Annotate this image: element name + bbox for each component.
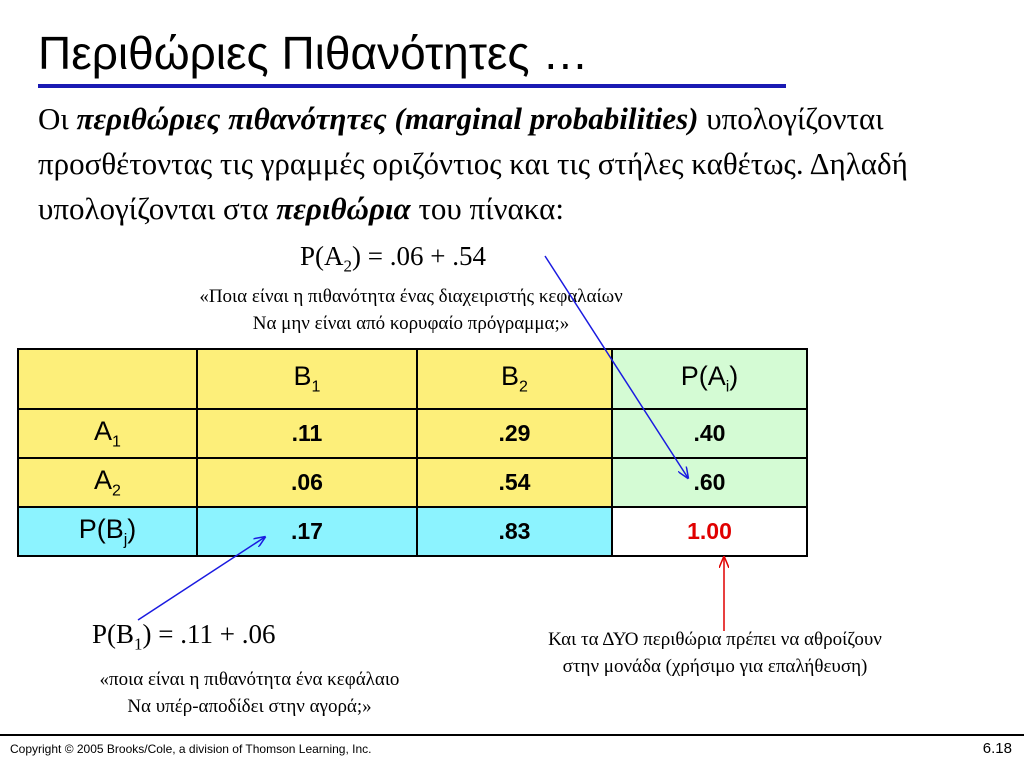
footer-divider (0, 734, 1024, 736)
header-p-ai-main: P(A (680, 361, 726, 392)
arrow-to-p-b1 (138, 537, 265, 620)
row-label-pbj-tail: ) (127, 513, 137, 544)
formula-p-b1-lhs: P(B (92, 619, 135, 649)
header-b2-sub: 2 (519, 378, 528, 396)
slide-number: 6.18 (982, 740, 1012, 757)
body-emphasis-margins: περιθώρια (276, 191, 411, 226)
note-top-line2: Να μην είναι από κορυφαίο πρόγραμμα;» (252, 313, 570, 334)
note-bottom-right-line2: στην μονάδα (χρήσιμο για επαλήθευση) (562, 656, 868, 677)
header-b2-main: B (501, 361, 520, 392)
note-bottom-left-line1: «ποια είναι η πιθανότητα ένα κεφάλαιο (99, 669, 400, 690)
formula-p-a2-lhs: P(A (300, 241, 344, 271)
cell-a1-b2: .29 (417, 409, 612, 458)
formula-p-a2-rhs: ) = .06 + .54 (352, 241, 486, 271)
formula-p-b1-sub: 1 (134, 634, 143, 654)
header-p-ai-sub: i (725, 378, 730, 396)
arrow-to-p-a2 (545, 256, 688, 478)
cell-grand-total: 1.00 (612, 507, 807, 556)
cell-p-b1: .17 (197, 507, 417, 556)
row-label-a1-main: A (94, 415, 113, 446)
row-label-a2-main: A (94, 464, 113, 495)
cell-p-b2: .83 (417, 507, 612, 556)
body-text-part2: υπολογίζονται προσθέτοντας τις γραμμές οριζόντιος και τις στήλες καθέτως. Δηλαδή υπολογίζονται στα (38, 101, 908, 226)
row-label-a1-sub: 1 (112, 433, 121, 451)
note-bottom-right-line1: Και τα ΔΥΟ περιθώρια πρέπει να αθροίζουν (548, 629, 882, 650)
body-emphasis-marginal-probabilities: περιθώριες πιθανότητες (marginal probabilities) (76, 101, 699, 136)
row-label-pbj-main: P(B (78, 513, 124, 544)
formula-p-a2-sub: 2 (343, 256, 353, 276)
note-top-line1: «Ποια είναι η πιθανότητα ένας διαχειριστής κεφαλαίων (199, 286, 623, 307)
row-label-pbj-sub: j (123, 531, 128, 549)
body-text-part3: του πίνακα: (410, 191, 564, 226)
formula-p-b1-rhs: ) = .11 + .06 (142, 619, 276, 649)
note-bottom-left-line2: Να υπέρ-αποδίδει στην αγορά;» (127, 696, 372, 717)
copyright-text: Copyright © 2005 Brooks/Cole, a division of Thomson Learning, Inc. (10, 742, 372, 756)
slide-title: Περιθώριες Πιθανότητες … (38, 27, 589, 79)
body-text-part1: Οι (38, 101, 77, 136)
cell-a2-b1: .06 (197, 458, 417, 507)
header-b1-main: B (293, 361, 312, 392)
cell-p-a2: .60 (612, 458, 807, 507)
header-b1-sub: 1 (311, 378, 321, 396)
cell-a2-b2: .54 (417, 458, 612, 507)
cell-p-a1: .40 (612, 409, 807, 458)
header-p-ai-tail: ) (729, 361, 739, 392)
row-label-a2-sub: 2 (112, 482, 121, 500)
cell-a1-b1: .11 (197, 409, 417, 458)
